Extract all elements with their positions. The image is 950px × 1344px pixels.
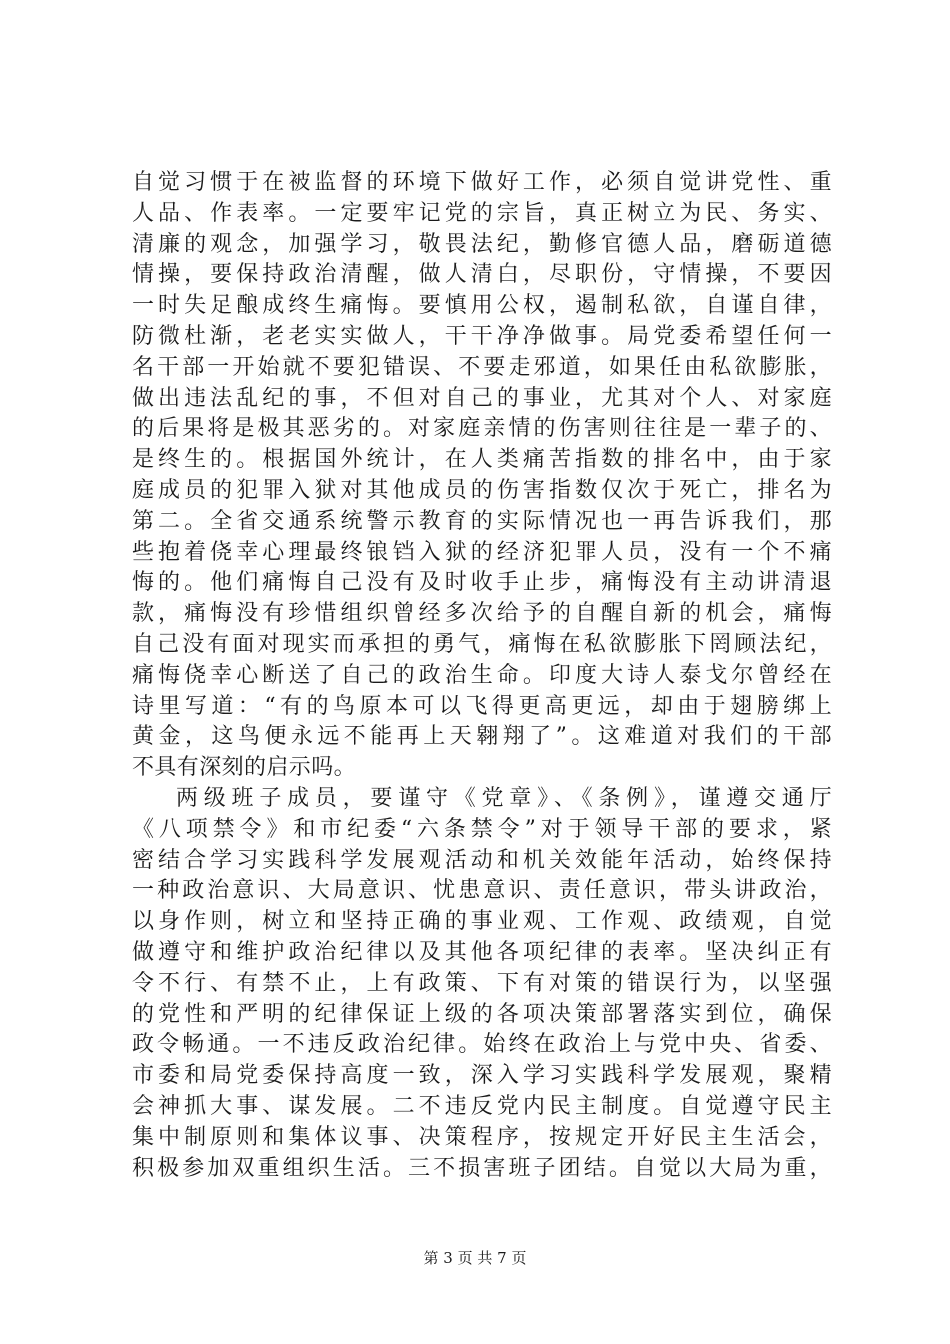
text-line: 款，痛悔没有珍惜组织曾经多次给予的自醒自新的机会，痛悔 bbox=[132, 601, 832, 627]
text-line: 密结合学习实践科学发展观活动和机关效能年活动，始终保持 bbox=[132, 847, 832, 873]
page-footer bbox=[0, 1248, 950, 1268]
text-line: 做出违法乱纪的事，不但对自己的事业，尤其对个人、对家庭 bbox=[132, 385, 832, 411]
text-line: 的后果将是极其恶劣的。对家庭亲情的伤害则往往是一辈子的、 bbox=[132, 416, 832, 442]
text-line: 的党性和严明的纪律保证上级的各项决策部署落实到位，确保 bbox=[132, 1001, 832, 1027]
text-line: 做遵守和维护政治纪律以及其他各项纪律的表率。坚决纠正有 bbox=[132, 939, 832, 965]
text-line: 名干部一开始就不要犯错误、不要走邪道，如果任由私欲膨胀， bbox=[132, 354, 832, 380]
text-line: 一种政治意识、大局意识、忧患意识、责任意识，带头讲政治， bbox=[132, 878, 832, 904]
text-line: 以身作则，树立和坚持正确的事业观、工作观、政绩观，自觉 bbox=[132, 909, 832, 935]
text-line: 些抱着侥幸心理最终锒铛入狱的经济犯罪人员，没有一个不痛 bbox=[132, 539, 832, 565]
text-line: 令不行、有禁不止，上有政策、下有对策的错误行为，以坚强 bbox=[132, 970, 832, 996]
text-line: 一时失足酿成终生痛悔。要慎用公权，遏制私欲，自谨自律， bbox=[132, 293, 832, 319]
text-line: 情操，要保持政治清醒，做人清白，尽职份，守情操，不要因 bbox=[132, 262, 832, 288]
text-line: 自觉习惯于在被监督的环境下做好工作，必须自觉讲党性、重 bbox=[132, 170, 832, 195]
text-line: 清廉的观念，加强学习，敬畏法纪，勤修官德人品，磨砺道德 bbox=[132, 231, 832, 257]
text-line: 第二。全省交通系统警示教育的实际情况也一再告诉我们，那 bbox=[132, 508, 832, 534]
text-line: 政令畅通。一不违反政治纪律。始终在政治上与党中央、省委、 bbox=[132, 1032, 832, 1058]
text-line: 市委和局党委保持高度一致，深入学习实践科学发展观，聚精 bbox=[132, 1063, 832, 1089]
text-line: 两级班子成员，要谨守《党章》、《条例》，谨遵交通厅 bbox=[176, 785, 832, 811]
text-line: 悔的。他们痛悔自己没有及时收手止步，痛悔没有主动讲清退 bbox=[132, 570, 832, 596]
page-number: 第 3 页 共 7 页 bbox=[423, 1249, 527, 1267]
text-line: 积极参加双重组织生活。三不损害班子团结。自觉以大局为重， bbox=[132, 1155, 832, 1181]
text-line: 不具有深刻的启示吗。 bbox=[132, 755, 357, 781]
body-text bbox=[132, 168, 832, 1184]
text-line: 诗里写道：“有的鸟原本可以飞得更高更远，却由于翅膀绑上 bbox=[132, 693, 832, 719]
paragraph-1 bbox=[132, 168, 832, 784]
paragraph-2 bbox=[132, 784, 832, 1184]
text-line: 《八项禁令》和市纪委“六条禁令”对于领导干部的要求，紧 bbox=[132, 816, 832, 842]
text-line: 庭成员的犯罪入狱对其他成员的伤害指数仅次于死亡，排名为 bbox=[132, 477, 832, 503]
text-line: 防微杜渐，老老实实做人，干干净净做事。局党委希望任何一 bbox=[132, 323, 832, 349]
text-line: 黄金，这鸟便永远不能再上天翱翔了”。这难道对我们的干部 bbox=[132, 724, 832, 750]
text-line: 自己没有面对现实而承担的勇气，痛悔在私欲膨胀下罔顾法纪， bbox=[132, 631, 832, 657]
text-line: 是终生的。根据国外统计，在人类痛苦指数的排名中，由于家 bbox=[132, 447, 832, 473]
text-line: 会神抓大事、谋发展。二不违反党内民主制度。自觉遵守民主 bbox=[132, 1093, 832, 1119]
text-line: 痛悔侥幸心断送了自己的政治生命。印度大诗人泰戈尔曾经在 bbox=[132, 662, 832, 688]
text-line: 人品、作表率。一定要牢记党的宗旨，真正树立为民、务实、 bbox=[132, 200, 832, 226]
text-line: 集中制原则和集体议事、决策程序，按规定开好民主生活会， bbox=[132, 1124, 832, 1150]
